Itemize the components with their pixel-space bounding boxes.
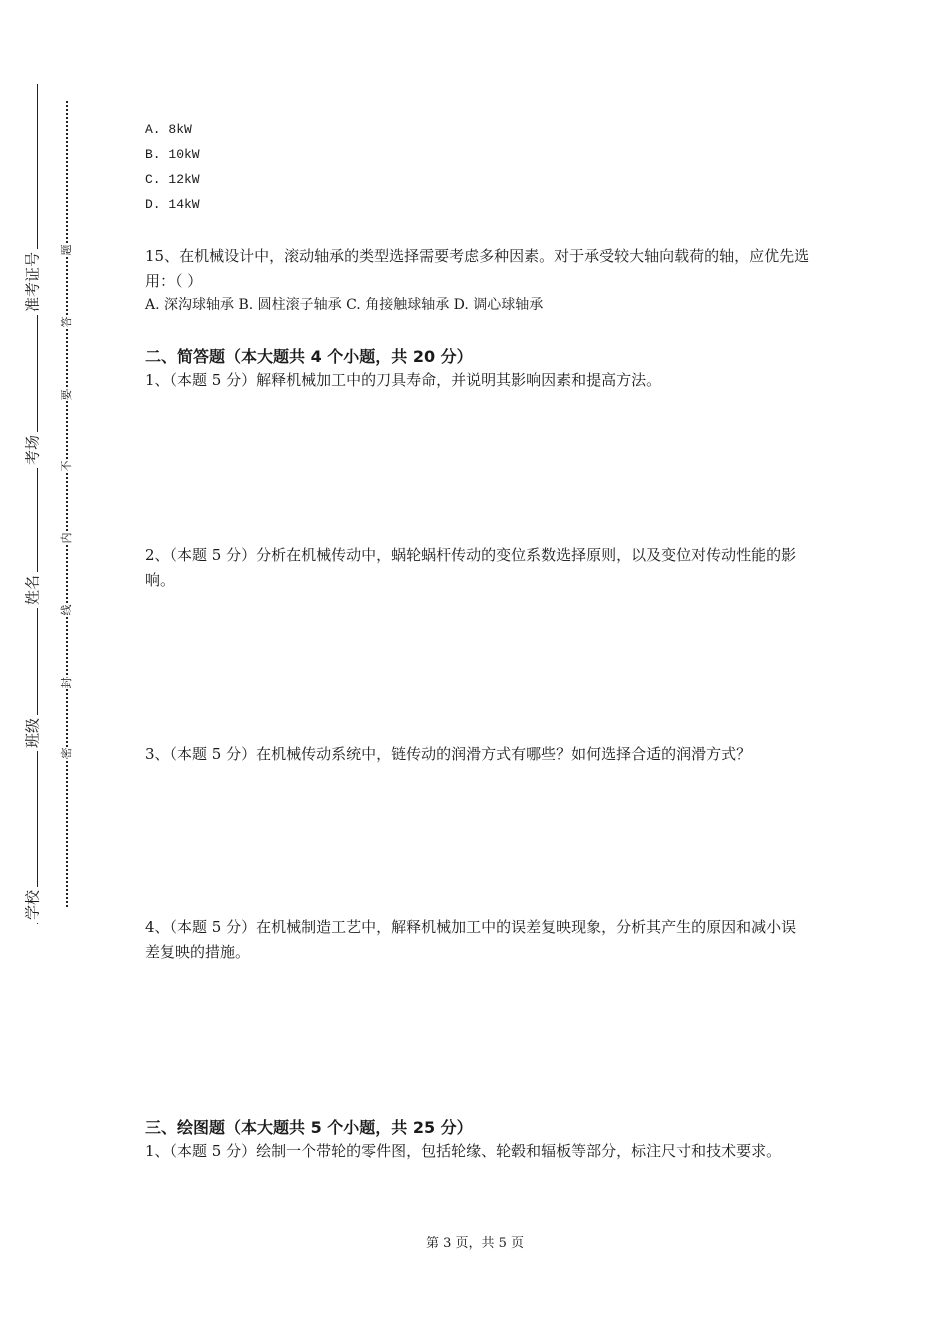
seal-char: 不 <box>60 460 73 472</box>
field-ticket-number: 准考证号 <box>22 249 43 315</box>
seal-char: 内 <box>60 532 73 544</box>
page-footer: 第 3 页，共 5 页 <box>425 1236 525 1251</box>
q14-option-a: A. 8kW <box>145 122 192 137</box>
section2-question-1: 1、（本题 5 分）解释机械加工中的刀具寿命，并说明其影响因素和提高方法。 <box>145 371 662 389</box>
q14-option-c: C. 12kW <box>145 172 200 187</box>
seal-char: 封 <box>60 677 73 689</box>
binding-solid-line <box>37 84 38 924</box>
section2-question-4: 4、（本题 5 分）在机械制造工艺中，解释机械加工中的误差复映现象，分析其产生的原因和减小误差复映的措施。 <box>145 918 797 961</box>
q15-options: A. 深沟球轴承 B. 圆柱滚子轴承 C. 角接触球轴承 D. 调心球轴承 <box>145 297 544 313</box>
section2-question-2: 2、（本题 5 分）分析在机械传动中，蜗轮蜗杆传动的变位系数选择原则，以及变位对传动性能的影响。 <box>145 546 797 589</box>
section3-title: 三、绘图题（本大题共 5 个小题，共 25 分） <box>145 1118 473 1137</box>
seal-dotted-line <box>66 101 68 907</box>
seal-char: 答 <box>60 316 73 328</box>
q14-option-d: D. 14kW <box>145 197 200 212</box>
field-school: 学校 <box>22 887 43 923</box>
field-class: 班级 <box>22 715 43 751</box>
q14-option-b: B. 10kW <box>145 147 200 162</box>
seal-char: 密 <box>60 747 73 759</box>
seal-char: 线 <box>60 604 73 616</box>
q15-text: 15、在机械设计中，滚动轴承的类型选择需要考虑多种因素。对于承受较大轴向载荷的轴，应优先选用：（ ） <box>145 247 810 290</box>
field-exam-room: 考场 <box>22 432 43 468</box>
section2-title: 二、简答题（本大题共 4 个小题，共 20 分） <box>145 347 473 366</box>
seal-char: 要 <box>60 389 73 401</box>
field-name: 姓名 <box>22 572 43 608</box>
seal-char: 题 <box>60 244 73 256</box>
section3-question-1: 1、（本题 5 分）绘制一个带轮的零件图，包括轮缘、轮毂和辐板等部分，标注尺寸和技术要求。 <box>145 1142 782 1160</box>
section2-question-3: 3、（本题 5 分）在机械传动系统中，链传动的润滑方式有哪些？如何选择合适的润滑方式？ <box>145 745 752 763</box>
